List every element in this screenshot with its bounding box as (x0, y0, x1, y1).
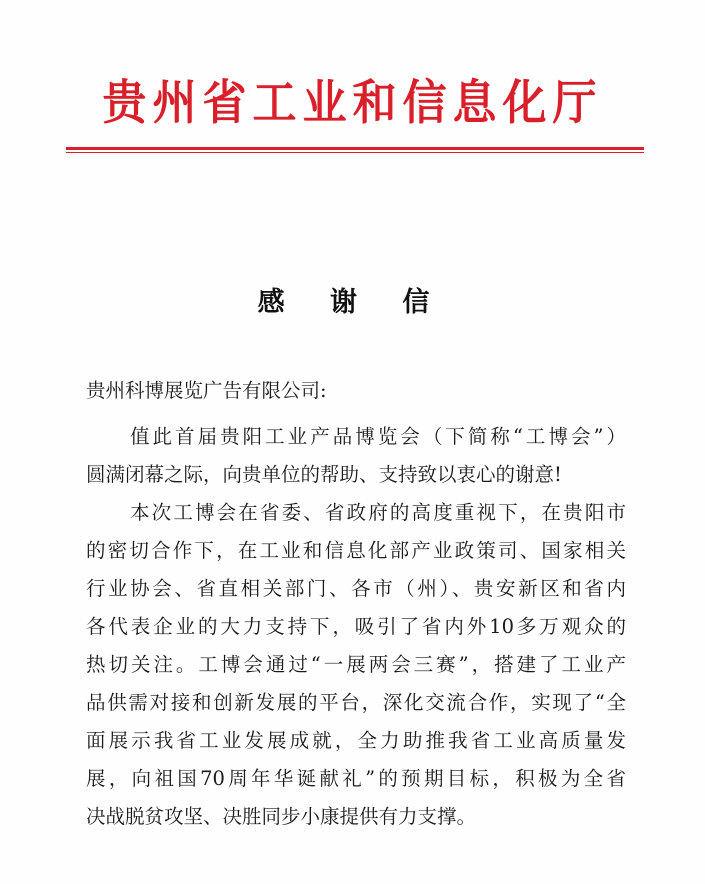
paragraph-2-line-7: 面展示我省工业发展成就，全力助推我省工业高质量发 (86, 729, 626, 752)
salutation: 贵州科博展览广告有限公司: (86, 379, 327, 402)
paragraph-2-line-4: 各代表企业的大力支持下，吸引了省内外10多万观众的 (86, 615, 626, 638)
paragraph-1-line-2: 圆满闭幕之际，向贵单位的帮助、支持致以衷心的谢意! (86, 463, 562, 486)
document-title: 感 谢 信 (257, 287, 448, 318)
paragraph-2-line-6: 品供需对接和创新发展的平台，深化交流合作，实现了“全 (86, 691, 626, 714)
letterhead-title: 贵州省工业和信息化厅 (102, 75, 603, 131)
paragraph-1-line-1: 值此首届贵阳工业产品博览会（下简称“工博会”） (130, 425, 626, 448)
paragraph-2-line-3: 行业协会、省直相关部门、各市（州）、贵安新区和省内 (86, 577, 626, 600)
letterhead (0, 75, 705, 131)
paragraph-2-line-9: 决战脱贫攻坚、决胜同步小康提供有力支撑。 (86, 805, 477, 828)
paragraph-2-line-1: 本次工博会在省委、省政府的高度重视下，在贵阳市 (130, 501, 626, 524)
letterhead-rule-thin (66, 152, 644, 153)
paragraph-2-line-5: 热切关注。工博会通过“一展两会三赛”，搭建了工业产 (86, 653, 626, 676)
paragraph-2-line-8: 展，向祖国70周年华诞献礼”的预期目标，积极为全省 (86, 767, 626, 790)
paragraph-2-line-2: 的密切合作下，在工业和信息化部产业政策司、国家相关 (86, 539, 626, 562)
letterhead-rule-thick (66, 147, 644, 150)
